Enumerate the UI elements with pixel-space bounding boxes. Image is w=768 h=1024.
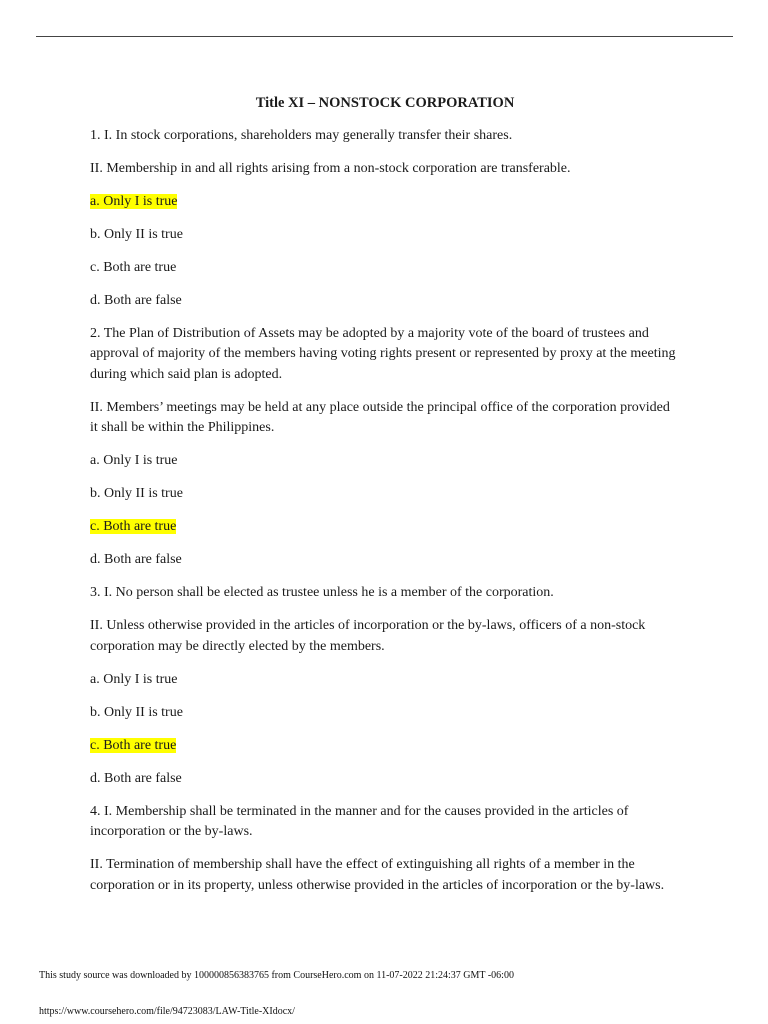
question-3 [90,583,680,789]
answer-option: b. Only II is true [90,226,183,242]
question-statement: 3. I. No person shall be elected as trustee unless he is a member of the corporation. [90,585,554,600]
answer-option: a. Only I is true [90,671,178,687]
answer-option: a. Only I is true [90,453,178,468]
question-statement: II. Membership in and all rights arising from a non-stock corporation are transferable. [90,160,571,176]
highlighted-answer: c. Both are true [90,519,177,534]
question-statement: II. Termination of membership shall have the effect of extinguishing all rights of a member in the corporation or in its property, unless otherwise provided in the articles of incorporation or the by-laws. [90,857,665,893]
question-statement: 1. I. In stock corporations, shareholders may generally transfer their shares. [90,127,513,143]
answer-option: d. Both are false [90,552,182,567]
source-url: https://www.coursehero.com/file/94723083/LAW-Title-XIdocx/ [39,1006,295,1017]
answer-option [90,192,680,213]
document-body [90,93,680,909]
question-statement: 4. I. Membership shall be terminated in the manner and for the causes provided in the articles of incorporation or the by-laws. [90,803,629,839]
answer-option: c. Both are true [90,259,177,275]
question-4 [90,802,680,897]
answer-option: d. Both are false [90,770,182,786]
answer-option [90,517,680,538]
document-title: Title XI – NONSTOCK CORPORATION [255,95,515,111]
question-statement: 2. The Plan of Distribution of Assets may be adopted by a majority vote of the board of trustees and approval of majority of the members having voting rights present or represented by proxy at the meeting during which said plan is adopted. [90,325,676,382]
question-statement: II. Members’ meetings may be held at any place outside the principal office of the corporation provided it shall be within the Philippines. [90,399,670,435]
answer-option: b. Only II is true [90,704,183,720]
download-source-notice: This study source was downloaded by 100000856383765 from CourseHero.com on 11-07-2022 21:24:37 GMT -06:00 [39,970,514,981]
answer-option: d. Both are false [90,292,182,308]
question-1 [90,126,680,312]
highlighted-answer: a. Only I is true [90,193,178,209]
highlighted-answer: c. Both are true [90,737,177,753]
question-statement: II. Unless otherwise provided in the articles of incorporation or the by-laws, officers of a non-stock corporation may be directly elected by the members. [90,618,646,654]
top-divider [36,36,733,37]
question-2 [90,324,680,571]
answer-option: b. Only II is true [90,486,183,501]
answer-option [90,736,680,757]
